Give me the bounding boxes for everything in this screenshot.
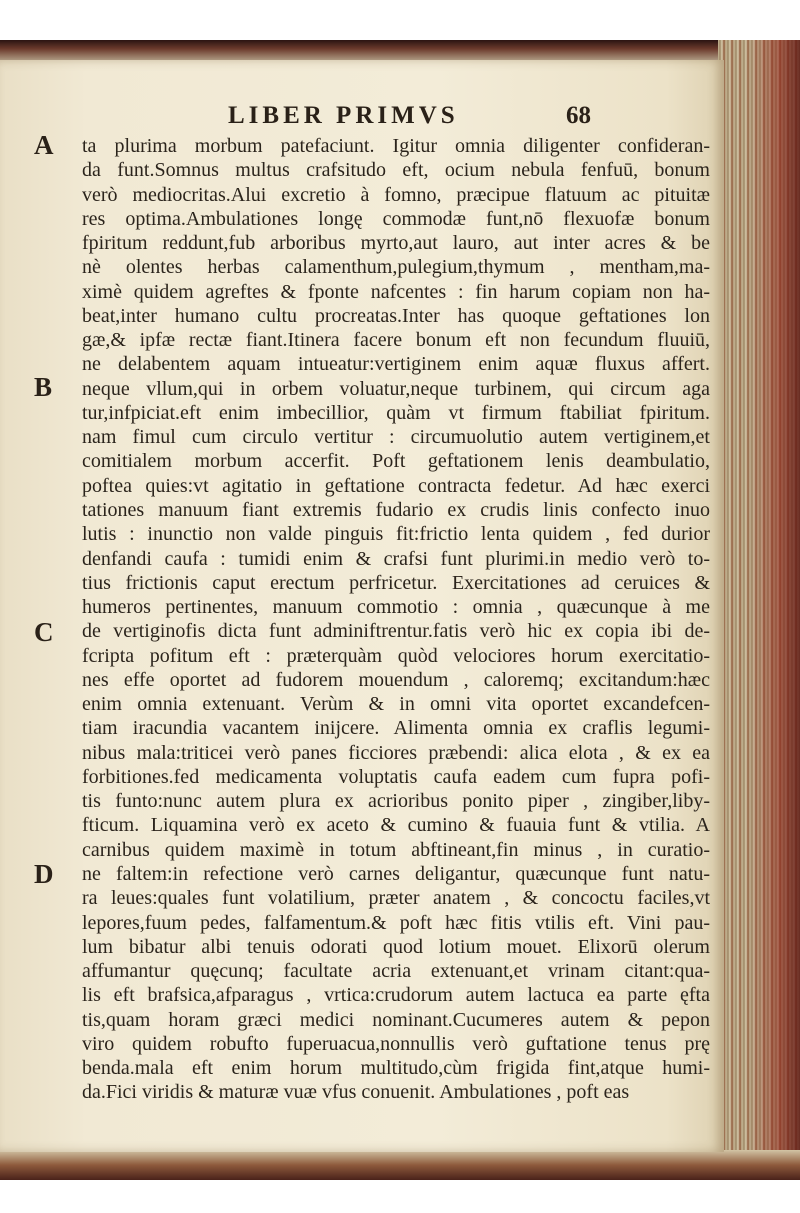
text-line: humeros pertinentes, manuum commotio : omnia , quæcunque à me (82, 596, 710, 619)
section-marker-a: A (34, 130, 54, 160)
text-line: enim omnia extenuant. Verùm & in omni vita oportet excandefcen- (82, 693, 710, 716)
text-line: res optima.Ambulationes longę commodæ funt,nō flexuofæ bonum (82, 207, 710, 230)
text-line: tationes manuum fiant extremis fudario ex crudis linis confecto inuo (82, 498, 710, 521)
text-line: nibus mala:triticei verò panes ficciores præbendi: alica elota , & ex ea (82, 741, 710, 764)
text-line: tius frictionis caput erectum perfricetur. Exercitationes ad ceruices & (82, 571, 710, 594)
text-line: nè olentes herbas calamenthum,pulegium,thymum , mentham,ma- (82, 256, 710, 279)
section-marker-b: B (34, 372, 53, 402)
text-line: ne delabentem aquam intueatur:vertiginem enim aquæ fluxus affert. (82, 353, 710, 376)
text-line: lutis : inunctio non valde pinguis fit:frictio lenta quidem , fed durior (82, 523, 710, 546)
section-marker-c: C (34, 617, 54, 647)
text-line: da.Fici viridis & maturæ vuæ vfus conuenit. Ambulationes , poft eas (82, 1081, 630, 1104)
text-line: da funt.Somnus multus crafsitudo eft, ocium nebula fenfuū, bonum (82, 159, 710, 182)
text-line: neque vllum,qui in orbem voluatur,neque turbinem, qui circum aga (82, 377, 710, 400)
text-line: tis,quam horam græci medici nominant.Cucumeres autem & pepon (82, 1008, 710, 1031)
text-line: denfandi caufa : tumidi enim & crafsi funt plurimi.in medio verò to- (82, 547, 710, 570)
text-line: lum bibatur albi tenuis odorati quod lotium mouet. Elixorū olerum (82, 935, 710, 958)
text-line: poftea quies:vt agitatio in geftatione contracta fedetur. Ad hæc exerci (82, 474, 710, 497)
text-line: beat,inter humano cultu procreatas.Inter has quoque geftationes lon (82, 304, 710, 327)
text-line: gæ,& ipfæ rectæ fiant.Itinera facere bonum eft non fecundum fluuiū, (82, 329, 710, 352)
text-line: affumantur quęcunq; facultate acria extenuant,et vrinam citant:qua- (82, 960, 710, 983)
text-line: ne faltem:in refectione verò carnes deligantur, quæcunque funt natu- (82, 862, 710, 885)
text-line: carnibus quidem maximè in totum abftineant,fin minus , in curatio- (82, 838, 710, 861)
text-line: tur,infpiciat.eft enim imbecillior, quàm vt firmum ftabiliat fpiritum. (82, 401, 710, 424)
text-line: tis funto:nunc autem plura ex acrioribus ponito piper , zingiber,liby- (82, 790, 710, 813)
text-line: ximè quidem agreftes & fponte nafcentes : fin harum copiam non ha- (82, 280, 710, 303)
text-line: comitialem morbum accerfit. Poft geftationem lenis deambulatio, (82, 450, 710, 473)
book-edge-top (0, 40, 800, 62)
text-line: de vertiginofis dicta funt adminiftrentur.fatis verò hic ex copia ibi de- (82, 620, 710, 643)
text-line: fticum. Liquamina verò ex aceto & cumino & fuauia funt & vtilia. A (82, 814, 710, 837)
text-line: nes effe oportet ad fudorem mouendum , caloremq; excitandum:hæc (82, 668, 710, 691)
text-line: ra leues:quales funt volatilium, præter anatem , & concoctu faciles,vt (82, 887, 710, 910)
text-line: ta plurima morbum patefaciunt. Igitur omnia diligenter confideran- (82, 135, 710, 157)
text-line: tiam iracundia vacantem inijcere. Alimenta omnia ex craflis legumi- (82, 717, 710, 740)
book-edge-bottom (0, 1150, 800, 1180)
text-line: nam fimul cum circulo vertitur : circumuolutio autem vertiginem,et (82, 426, 710, 449)
text-line: benda.mala eft enim horum multitudo,cùm frigida fint,atque humi- (82, 1057, 710, 1080)
section-marker-d: D (34, 859, 54, 889)
page-header (228, 102, 608, 132)
text-line: fcripta pofitum eft : præterquàm quòd velociores horum exercitatio- (82, 644, 710, 667)
body-text (82, 134, 710, 1105)
page-number: 68 (566, 102, 591, 129)
text-line: lepores,fuum pedes, falfamentum.& poft hæc fitis vtilis eft. Vini pau- (82, 911, 710, 934)
text-line: viro quidem robufto fuperuacua,nonnullis verò guftatione tenus prę (82, 1032, 710, 1055)
text-line: verò mediocritas.Alui excretio à fomno, præcipue flatuum ac pituitæ (82, 183, 710, 206)
text-line: fpiritum reddunt,fub arboribus myrto,aut lauro, aut inter acres & be (82, 232, 710, 255)
text-line: forbitiones.fed medicamenta voluptatis caufa eadem cum fupra pofi- (82, 765, 710, 788)
text-line: lis eft brafsica,afparagus , vrtica:crudorum autem lactuca ea parte ęfta (82, 984, 710, 1007)
book-edge-right (718, 40, 800, 1165)
running-title: LIBER PRIMVS (228, 102, 459, 129)
